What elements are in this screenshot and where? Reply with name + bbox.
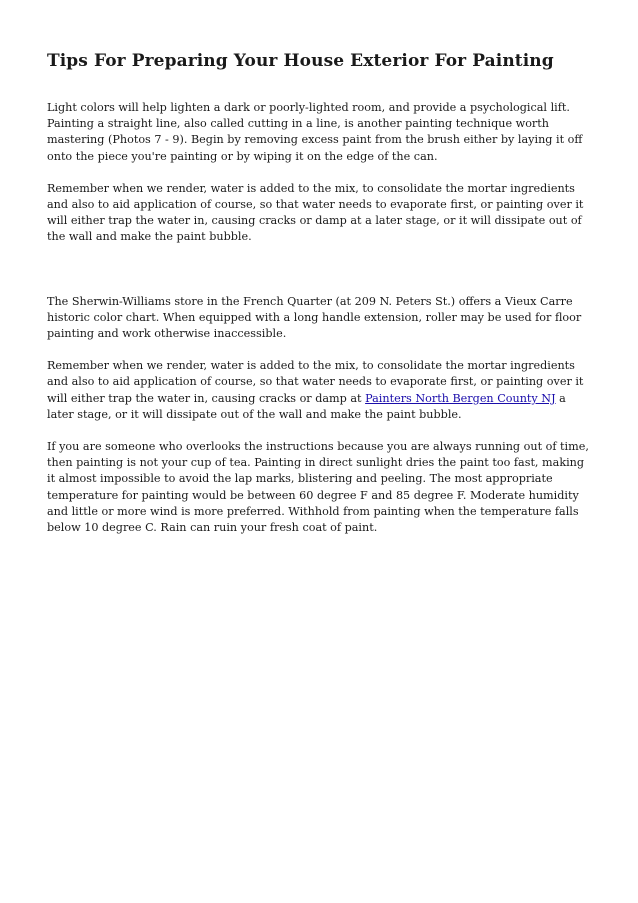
paragraph-render-water: Remember when we render, water is added to the mix, to consolidate the mortar ingredients and also to aid application of course, so that water needs to evaporate first, or painting over it will either trap the water in, causing cracks or damp at a later stage, or it will dissipate out of the wall and make the paint bubble. xyxy=(47,181,584,244)
paragraph-instructions: If you are someone who overlooks the instructions because you are always running out of time, then painting is not your cup of tea. Painting in direct sunlight dries the paint too fast, making it almost impossible to avoid the lap marks, blistering and peeling. The most appropriate temperature for painting would be between 60 degree F and 85 degree F. Moderate humidity and little or more wind is more preferred. Withhold from painting when the temperature falls below 10 degree C. Rain can ruin your fresh coat of paint. xyxy=(47,440,589,535)
paragraph-sherwin-williams: The Sherwin-Williams store in the French Quarter (at 209 N. Peters St.) offers a Vieux Carre historic color chart. When equipped with a long handle extension, roller may be used for floor painting and work otherwise inaccessible. xyxy=(47,294,582,341)
article-body xyxy=(47,100,595,552)
paragraph-render-water-with-link xyxy=(47,358,595,423)
paragraph-light-colors: Light colors will help lighten a dark or poorly-lighted room, and provide a psychological lift. Painting a straight line, also called cutting in a line, is another painting technique worth mastering (Photos 7 - 9). Begin by removing excess paint from the brush either by laying it off onto the piece you're painting or by wiping it on the edge of the can. xyxy=(47,101,583,163)
page-title: Tips For Preparing Your House Exterior For Painting xyxy=(47,51,554,71)
paragraph-text-before-link: Remember when we render, water is added to the mix, to consolidate the mortar ingredients and also to aid application of course, so that water needs to evaporate first, or painting over it will either trap the water in, causing cracks or damp at xyxy=(47,359,584,405)
painters-north-bergen-link[interactable]: Painters North Bergen County NJ xyxy=(365,391,556,405)
paragraph-text-after-link: a later stage, or it will dissipate out of the wall and make the paint bubble. xyxy=(47,391,566,421)
